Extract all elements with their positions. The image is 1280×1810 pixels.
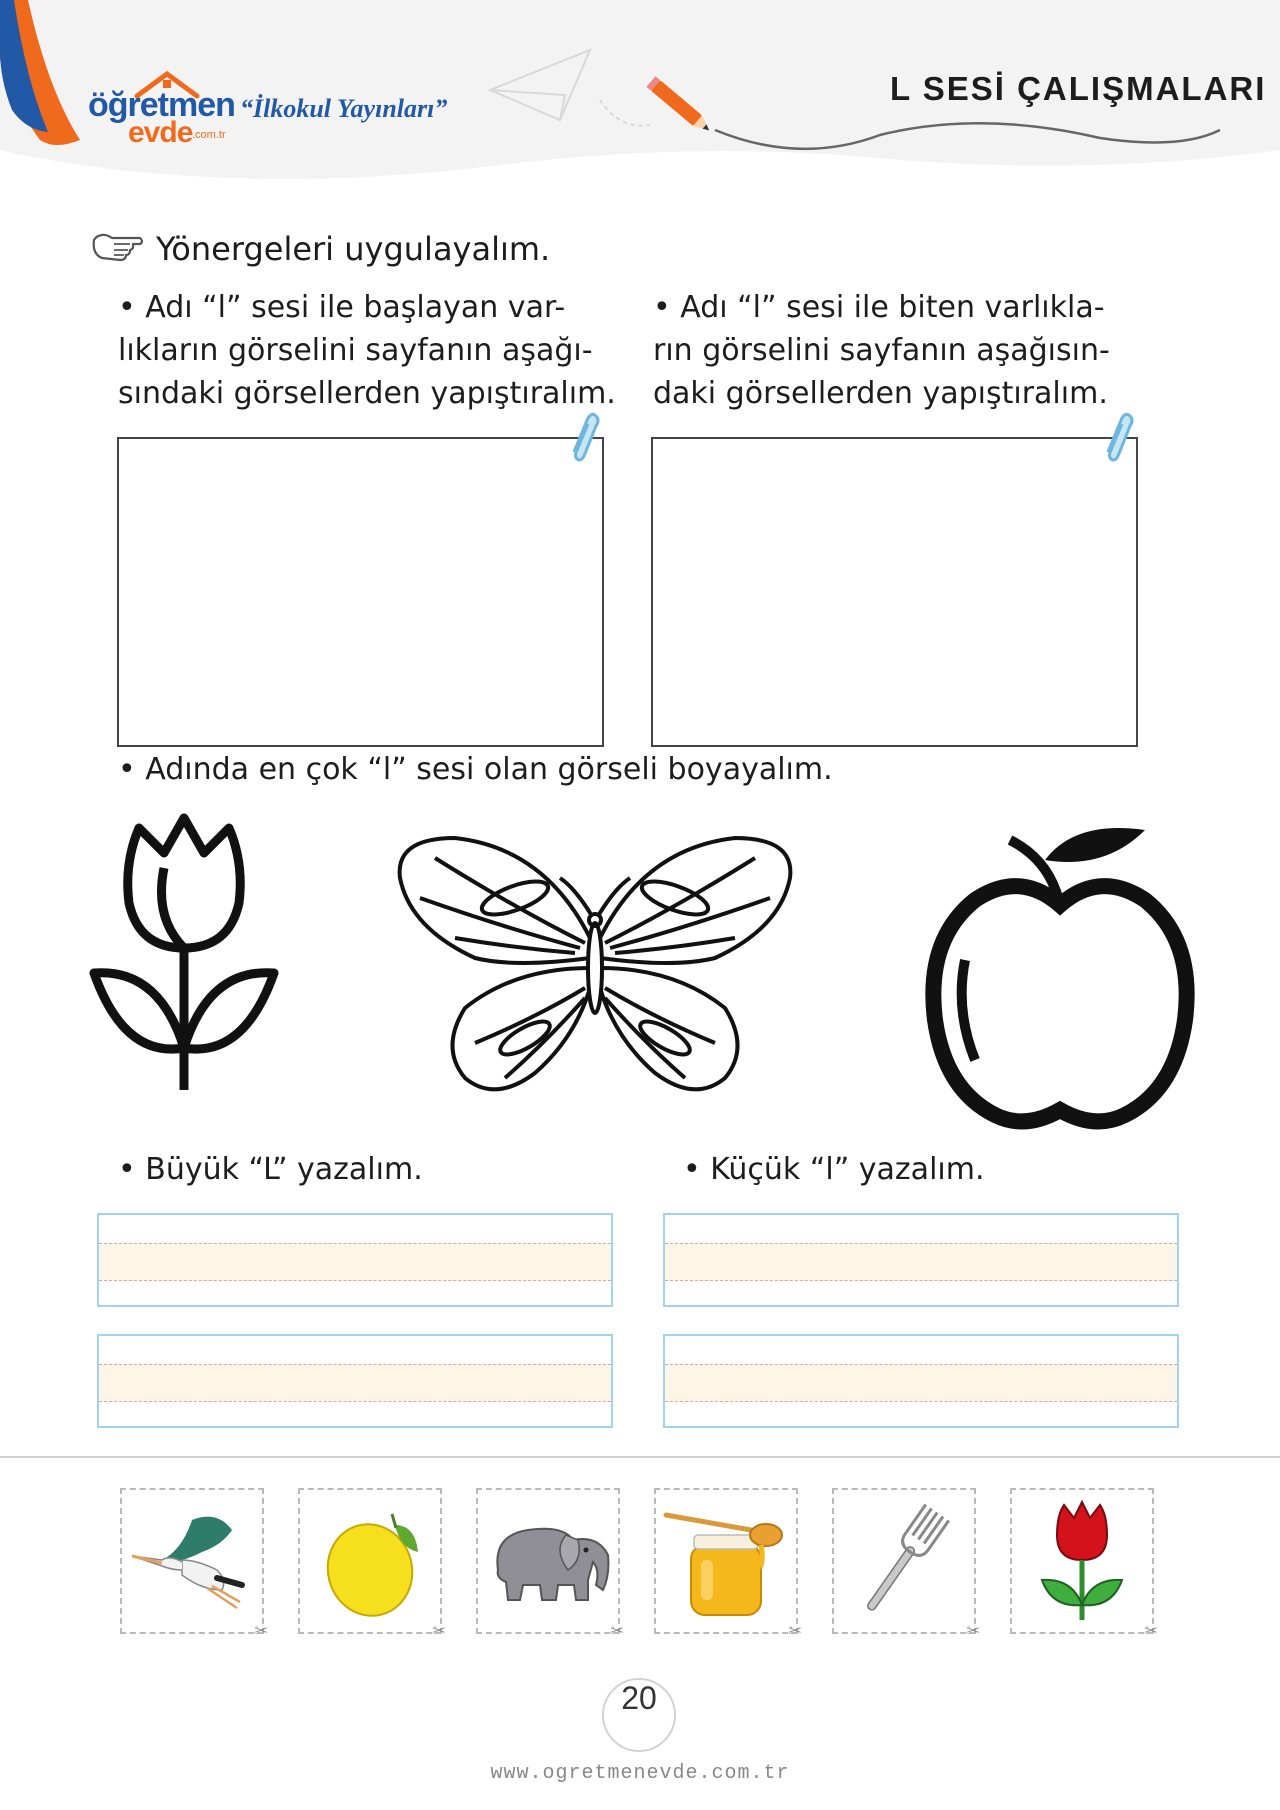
red-tulip-icon bbox=[1012, 1490, 1152, 1632]
task4-text: • Büyük “L” yazalım. bbox=[118, 1152, 423, 1187]
scissors-icon: ✂ bbox=[254, 1621, 268, 1640]
lowercase-l-writing-line[interactable] bbox=[663, 1334, 1179, 1428]
scissors-icon: ✂ bbox=[432, 1621, 446, 1640]
task2-line: daki görsellerden yapıştıralım. bbox=[653, 376, 1108, 411]
task5-text: • Küçük “l” yazalım. bbox=[683, 1152, 985, 1187]
task1-text bbox=[118, 286, 616, 415]
cutout-card-fork[interactable] bbox=[832, 1488, 980, 1640]
uppercase-l-writing-line[interactable] bbox=[97, 1334, 613, 1428]
cutout-card-honey-jar[interactable] bbox=[654, 1488, 802, 1640]
task1-line: lıkların görselini sayfanın aşağı- bbox=[118, 333, 593, 368]
paper-clip-icon bbox=[1100, 412, 1140, 464]
task1-line: • Adı “l” sesi ile başlayan var- bbox=[118, 290, 566, 325]
task2-text bbox=[653, 286, 1110, 415]
logo-word-evde: evde bbox=[128, 116, 193, 149]
paste-box-starts-with-l[interactable] bbox=[117, 437, 604, 747]
writing-guide-band bbox=[99, 1364, 611, 1402]
cutout-card-stork[interactable] bbox=[120, 1488, 268, 1640]
cut-line-divider bbox=[0, 1456, 1280, 1458]
task3-text: • Adında en çok “l” sesi olan görseli boyayalım. bbox=[118, 752, 833, 787]
scissors-icon: ✂ bbox=[610, 1621, 624, 1640]
logo-word-ogretmen: öğretmen bbox=[88, 86, 235, 124]
task1-line: sındaki görsellerden yapıştıralım. bbox=[118, 376, 616, 411]
scissors-icon: ✂ bbox=[966, 1621, 980, 1640]
brand-logo[interactable] bbox=[88, 72, 238, 150]
page-number: 20 bbox=[602, 1678, 676, 1752]
paper-clip-icon bbox=[566, 412, 606, 464]
tulip-outline-image[interactable] bbox=[84, 808, 284, 1098]
page-title: L SESİ ÇALIŞMALARI bbox=[890, 70, 1267, 107]
scissors-icon: ✂ bbox=[788, 1621, 802, 1640]
pointing-hand-icon bbox=[90, 226, 144, 266]
publisher-name: “İlkokul Yayınları” bbox=[240, 94, 448, 123]
uppercase-l-writing-line[interactable] bbox=[97, 1213, 613, 1307]
honey-jar-icon bbox=[656, 1490, 796, 1632]
cutout-card-red-tulip[interactable] bbox=[1010, 1488, 1158, 1640]
writing-guide-band bbox=[665, 1243, 1177, 1281]
lowercase-l-writing-line[interactable] bbox=[663, 1213, 1179, 1307]
logo-suffix: .com.tr bbox=[192, 129, 226, 141]
fork-icon bbox=[834, 1490, 974, 1632]
cutout-card-lemon[interactable] bbox=[298, 1488, 446, 1640]
writing-guide-band bbox=[99, 1243, 611, 1281]
elephant-icon bbox=[478, 1490, 618, 1632]
website-url[interactable]: www.ogretmenevde.com.tr bbox=[490, 1762, 790, 1785]
main-instruction: Yönergeleri uygulayalım. bbox=[156, 230, 551, 268]
lemon-icon bbox=[300, 1490, 440, 1632]
paste-box-ends-with-l[interactable] bbox=[651, 437, 1138, 747]
stork-icon bbox=[122, 1490, 262, 1632]
cutout-card-elephant[interactable] bbox=[476, 1488, 624, 1640]
task2-line: rın görselini sayfanın aşağısın- bbox=[653, 333, 1110, 368]
task2-line: • Adı “l” sesi ile biten varlıkla- bbox=[653, 290, 1105, 325]
scissors-icon: ✂ bbox=[1144, 1621, 1158, 1640]
writing-guide-band bbox=[665, 1364, 1177, 1402]
apple-outline-image[interactable] bbox=[925, 820, 1195, 1130]
butterfly-outline-image[interactable] bbox=[395, 828, 795, 1108]
